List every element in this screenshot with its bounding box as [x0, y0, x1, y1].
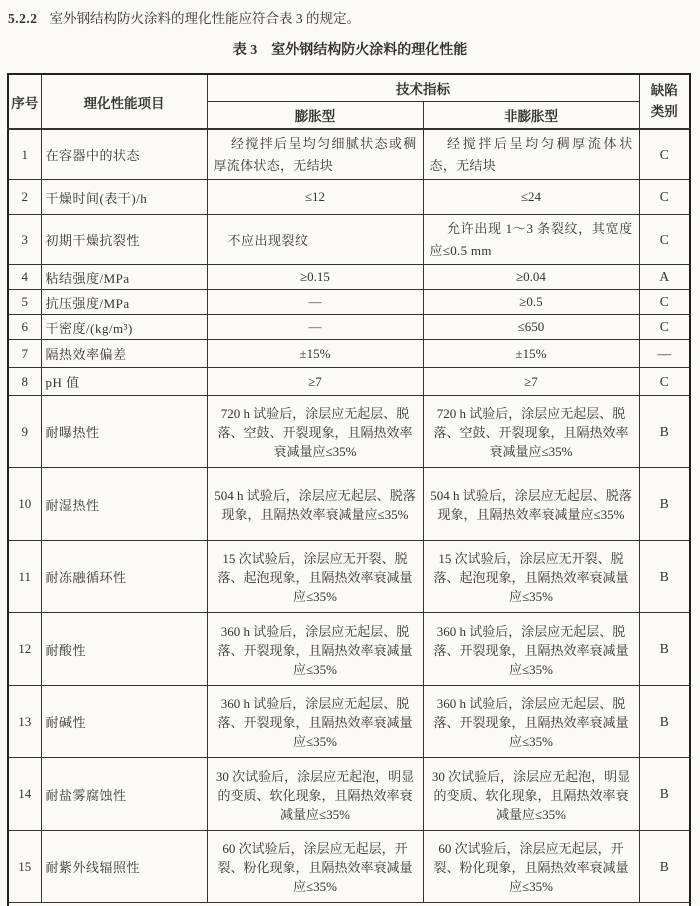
- cutoff-note-row: [8, 903, 690, 906]
- property-item: 耐盐雾腐蚀性: [41, 758, 207, 831]
- defect-category-value: C: [639, 290, 690, 315]
- row-number: 15: [8, 831, 41, 903]
- header-item: 理化性能项目: [41, 74, 207, 129]
- non-intumescent-value: 15 次试验后，涂层应无开裂、脱落、起泡现象，且隔热效率衰减量应≤35%: [423, 541, 639, 613]
- table-row: [8, 129, 690, 180]
- row-number: 2: [8, 180, 41, 215]
- non-intumescent-value: 360 h 试验后，涂层应无起层、脱落、开裂现象，且隔热效率衰减量应≤35%: [423, 613, 639, 686]
- non-intumescent-value: 504 h 试验后，涂层应无起层、脱落现象，且隔热效率衰减量应≤35%: [423, 468, 639, 541]
- intumescent-value: 60 次试验后，涂层应无起层，开裂、粉化现象，且隔热效率衰减量应≤35%: [207, 831, 423, 903]
- intumescent-value: ±15%: [207, 340, 423, 368]
- intumescent-value: 720 h 试验后，涂层应无起层、脱落、空鼓、开裂现象，且隔热效率衰减量应≤35%: [207, 396, 423, 468]
- clause-text: 室外钢结构防火涂料的理化性能应符合表 3 的规定。: [49, 11, 360, 26]
- table-row: [8, 340, 690, 368]
- property-item: 在容器中的状态: [41, 129, 207, 180]
- row-number: 11: [8, 541, 41, 613]
- property-item: 干密度/(kg/m³): [41, 315, 207, 340]
- property-item: 隔热效率偏差: [41, 340, 207, 368]
- property-item: 干燥时间(表干)/h: [41, 180, 207, 215]
- row-number: 12: [8, 613, 41, 686]
- non-intumescent-value: ≥7: [423, 368, 639, 396]
- row-number: 3: [8, 215, 41, 265]
- defect-category-value: A: [639, 265, 690, 290]
- table-row: [8, 613, 690, 686]
- defect-category-value: C: [639, 180, 690, 215]
- non-intumescent-value: ≤24: [423, 180, 639, 215]
- non-intumescent-value: ≥0.04: [423, 265, 639, 290]
- property-item: 耐湿热性: [41, 468, 207, 541]
- intumescent-value: 经搅拌后呈均匀细腻状态或稠厚流体状态，无结块: [207, 129, 423, 180]
- property-item: 初期干燥抗裂性: [41, 215, 207, 265]
- non-intumescent-value: 60 次试验后，涂层应无起层，开裂、粉化现象，且隔热效率衰减量应≤35%: [423, 831, 639, 903]
- header-tech-indicator: 技术指标: [207, 74, 639, 101]
- property-item: 耐碱性: [41, 686, 207, 758]
- non-intumescent-value: ≤650: [423, 315, 639, 340]
- defect-category-value: B: [639, 613, 690, 686]
- table-header: [8, 74, 690, 129]
- intumescent-value: —: [207, 315, 423, 340]
- non-intumescent-value: 720 h 试验后，涂层应无起层、脱落、空鼓、开裂现象，且隔热效率衰减量应≤35%: [423, 396, 639, 468]
- property-item: 抗压强度/MPa: [41, 290, 207, 315]
- header-row-1: [8, 74, 690, 101]
- table-row: [8, 265, 690, 290]
- row-number: 7: [8, 340, 41, 368]
- table-row: [8, 368, 690, 396]
- intumescent-value: ≤12: [207, 180, 423, 215]
- property-item: 耐冻融循环性: [41, 541, 207, 613]
- defect-category-value: B: [639, 468, 690, 541]
- row-number: 10: [8, 468, 41, 541]
- defect-category-value: B: [639, 396, 690, 468]
- defect-category-value: B: [639, 758, 690, 831]
- intumescent-value: —: [207, 290, 423, 315]
- row-number: 8: [8, 368, 41, 396]
- property-item: 粘结强度/MPa: [41, 265, 207, 290]
- row-number: 1: [8, 129, 41, 180]
- intumescent-value: 360 h 试验后，涂层应无起层、脱落、开裂现象，且隔热效率衰减量应≤35%: [207, 613, 423, 686]
- defect-category-value: C: [639, 368, 690, 396]
- table-row: [8, 686, 690, 758]
- table-row: [8, 468, 690, 541]
- defect-category-value: C: [639, 129, 690, 180]
- intumescent-value: 30 次试验后，涂层应无起泡，明显的变质、软化现象，且隔热效率衰减量应≤35%: [207, 758, 423, 831]
- clause-5-2-2: [8, 7, 360, 27]
- intumescent-value: 不应出现裂纹: [207, 215, 423, 265]
- header-non-intumescent: 非膨胀型: [423, 101, 639, 129]
- table-row: [8, 758, 690, 831]
- defect-category-value: B: [639, 541, 690, 613]
- row-number: 6: [8, 315, 41, 340]
- non-intumescent-value: 30 次试验后，涂层应无起泡，明显的变质、软化现象，且隔热效率衰减量应≤35%: [423, 758, 639, 831]
- table-row: [8, 215, 690, 265]
- defect-category-value: C: [639, 315, 690, 340]
- defect-category-value: B: [639, 686, 690, 758]
- table-caption: [0, 39, 700, 59]
- header-intumescent: 膨胀型: [207, 101, 423, 129]
- table-caption-title: 室外钢结构防火涂料的理化性能: [271, 43, 468, 58]
- non-intumescent-value: ≥0.5: [423, 290, 639, 315]
- header-defect-category-label: 缺陷类别: [650, 82, 678, 119]
- clause-number: 5.2.2: [8, 11, 38, 26]
- table-row: [8, 180, 690, 215]
- intumescent-value: 15 次试验后，涂层应无开裂、脱落、起泡现象，且隔热效率衰减量应≤35%: [207, 541, 423, 613]
- defect-category-value: B: [639, 831, 690, 903]
- cutoff-note-cell: [8, 903, 690, 906]
- property-item: pH 值: [41, 368, 207, 396]
- row-number: 9: [8, 396, 41, 468]
- table-row: [8, 290, 690, 315]
- row-number: 5: [8, 290, 41, 315]
- table-row: [8, 315, 690, 340]
- table-body: [8, 129, 690, 906]
- property-item: 耐紫外线辐照性: [41, 831, 207, 903]
- intumescent-value: ≥7: [207, 368, 423, 396]
- table-caption-label: 表 3: [232, 43, 258, 58]
- intumescent-value: 360 h 试验后，涂层应无起层、脱落、开裂现象，且隔热效率衰减量应≤35%: [207, 686, 423, 758]
- table-row: [8, 396, 690, 468]
- property-item: 耐酸性: [41, 613, 207, 686]
- property-item: 耐曝热性: [41, 396, 207, 468]
- table-3-physical-chemical-performance: [7, 73, 691, 906]
- table-row: [8, 831, 690, 903]
- header-defect-category: [639, 74, 690, 129]
- defect-category-value: C: [639, 215, 690, 265]
- table-row: [8, 541, 690, 613]
- row-number: 13: [8, 686, 41, 758]
- non-intumescent-value: ±15%: [423, 340, 639, 368]
- row-number: 4: [8, 265, 41, 290]
- defect-category-value: —: [639, 340, 690, 368]
- intumescent-value: 504 h 试验后，涂层应无起层、脱落现象，且隔热效率衰减量应≤35%: [207, 468, 423, 541]
- intumescent-value: ≥0.15: [207, 265, 423, 290]
- non-intumescent-value: 经搅拌后呈均匀稠厚流体状态，无结块: [423, 129, 639, 180]
- non-intumescent-value: 允许出现 1～3 条裂纹，其宽度应≤0.5 mm: [423, 215, 639, 265]
- non-intumescent-value: 360 h 试验后，涂层应无起层、脱落、开裂现象，且隔热效率衰减量应≤35%: [423, 686, 639, 758]
- row-number: 14: [8, 758, 41, 831]
- header-seq: 序号: [8, 74, 41, 129]
